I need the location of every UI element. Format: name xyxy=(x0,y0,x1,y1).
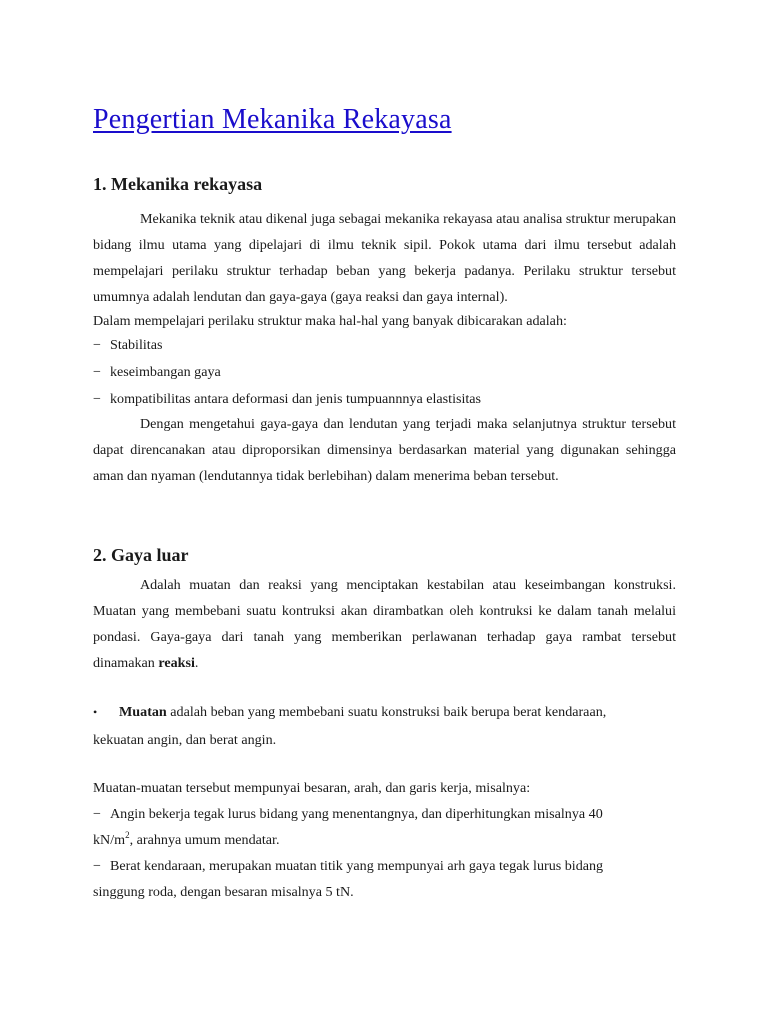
load-item-continuation xyxy=(93,827,676,853)
section-2-paragraph-text: Adalah muatan dan reaksi yang menciptakan kestabilan atau keseimbangan konstruksi. Muatan yang membebani suatu kontruksi akan dirambatkan oleh kontruksi ke dalam tanah melalui pondasi. Gaya-gaya dari tanah yang memberikan perlawanan terhadap gaya rambat tersebut dinamakan xyxy=(93,577,676,671)
bullet-icon: • xyxy=(93,705,98,719)
section-1-heading: 1. Mekanika rekayasa xyxy=(93,174,263,194)
list-item-text: keseimbangan gaya xyxy=(110,364,221,380)
load-item-continuation: singgung roda, dengan besaran misalnya 5 tN. xyxy=(93,884,354,900)
load-item-text: , arahnya umum mendatar. xyxy=(129,832,280,848)
list-item xyxy=(93,332,676,359)
load-item xyxy=(93,853,676,879)
dash-marker: − xyxy=(93,337,101,353)
list-intro-text: Dalam mempelajari perilaku struktur maka hal-hal yang banyak dibicarakan adalah: xyxy=(93,313,567,329)
muatan-bullet-continuation: kekuatan angin, dan berat angin. xyxy=(93,732,277,748)
unit-text: kN/m xyxy=(93,832,126,848)
muatan-bullet xyxy=(93,698,676,726)
list-item-text: Stabilitas xyxy=(110,337,163,353)
unit-exponent: 2 xyxy=(125,830,130,840)
load-item xyxy=(93,801,676,827)
page-title[interactable]: Pengertian Mekanika Rekayasa xyxy=(93,104,452,135)
dash-marker: − xyxy=(93,364,101,380)
reaksi-term: reaksi xyxy=(158,655,195,671)
section-1-closing-paragraph: Dengan mengetahui gaya-gaya dan lendutan yang terjadi maka selanjutnya struktur tersebut dapat direncanakan atau diproporsikan dimensinya berdasarkan material yang digunakan sehingga aman dan nyaman (lendutannya tidak berlebihan) dalam menerima beban tersebut. xyxy=(93,416,676,484)
load-item-text: Angin bekerja tegak lurus bidang yang menentangnya, dan diperhitungkan misalnya 40 xyxy=(110,806,603,822)
dash-marker: − xyxy=(93,858,101,874)
stability-list xyxy=(93,332,676,413)
dash-marker: − xyxy=(93,391,101,407)
section-2-paragraph xyxy=(93,572,676,676)
paragraph-end: . xyxy=(194,655,199,671)
dash-marker: − xyxy=(93,806,101,822)
load-item-text: Berat kendaraan, merupakan muatan titik yang mempunyai arh gaya tegak lurus bidang xyxy=(110,858,604,874)
loads-intro-text: Muatan-muatan tersebut mempunyai besaran, arah, dan garis kerja, misalnya: xyxy=(93,780,531,796)
muatan-bullet-text: adalah beban yang membebani suatu konstruksi baik berupa berat kendaraan, xyxy=(166,704,607,720)
section-2-heading: 2. Gaya luar xyxy=(93,545,189,565)
list-item xyxy=(93,386,676,413)
muatan-term: Muatan xyxy=(119,704,167,720)
list-item xyxy=(93,359,676,386)
list-item-text: kompatibilitas antara deformasi dan jenis tumpuannnya elastisitas xyxy=(110,391,482,407)
section-1-intro-paragraph: Mekanika teknik atau dikenal juga sebagai mekanika rekayasa atau analisa struktur merupakan bidang ilmu utama yang dipelajari di ilmu teknik sipil. Pokok utama dari ilmu tersebut adalah mempelajari perilaku struktur terhadap beban yang bekerja padanya. Perilaku struktur tersebut umumnya adalah lendutan dan gaya-gaya (gaya reaksi dan gaya internal). xyxy=(93,211,676,305)
